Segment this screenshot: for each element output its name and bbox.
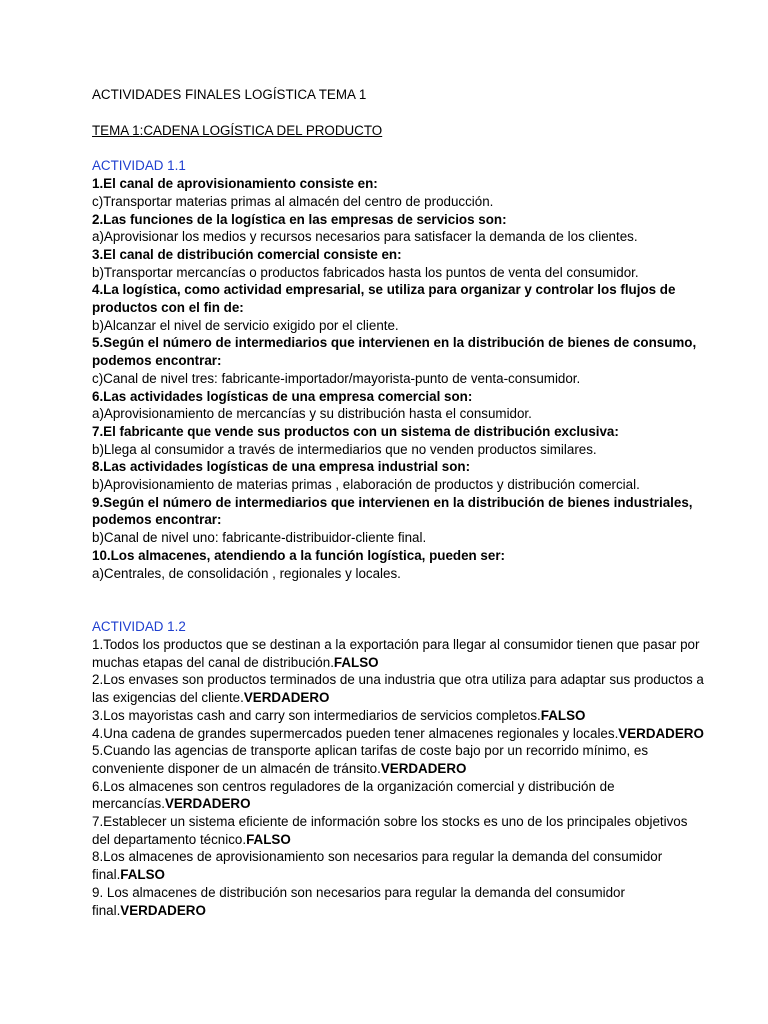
question-10: 10.Los almacenes, atendiendo a la función logística, pueden ser: xyxy=(92,547,505,563)
statement-text: 5.Cuando las agencias de transporte aplican tarifas de coste bajo por un recorrido mínimo, es conveniente disponer de un almacén de tránsito. xyxy=(92,743,649,776)
answer-7: b)Llega al consumidor a través de intermediarios que no venden productos similares. xyxy=(92,441,597,457)
document-title: ACTIVIDADES FINALES LOGÍSTICA TEMA 1 xyxy=(92,87,367,102)
verdict-label: FALSO xyxy=(120,867,165,883)
question-6: 6.Las actividades logísticas de una empresa comercial son: xyxy=(92,388,473,404)
statement-6 xyxy=(92,778,708,813)
answer-3: b)Transportar mercancías o productos fabricados hasta los puntos de venta del consumidor. xyxy=(92,264,639,280)
question-3: 3.El canal de distribución comercial consiste en: xyxy=(92,246,402,262)
activity-1-list xyxy=(92,175,708,582)
statement-text: 8.Los almacenes de aprovisionamiento son necesarios para regular la demanda del consumidor final. xyxy=(92,849,663,883)
statement-1 xyxy=(92,636,708,671)
activity-1-heading: ACTIVIDAD 1.1 xyxy=(92,158,186,174)
activity-2-heading: ACTIVIDAD 1.2 xyxy=(92,619,186,635)
statement-text: 2.Los envases son productos terminados de una industria que otra utiliza para adaptar sus productos a las exigencias del cliente. xyxy=(92,672,704,706)
statement-text: 9. Los almacenes de distribución son necesarios para regular la demanda del consumidor final. xyxy=(92,884,625,918)
statement-5 xyxy=(92,742,708,777)
verdict-label: VERDADERO xyxy=(164,796,251,812)
answer-10: a)Centrales, de consolidación , regionales y locales. xyxy=(92,565,401,581)
question-1: 1.El canal de aprovisionamiento consiste en: xyxy=(92,176,378,192)
activity-2-list xyxy=(92,636,708,919)
answer-1: c)Transportar materias primas al almacén del centro de producción. xyxy=(92,193,494,209)
statement-text: 7.Establecer un sistema eficiente de información sobre los stocks es uno de los principales objetivos del departamento técnico. xyxy=(92,814,688,847)
answer-5: c)Canal de nivel tres: fabricante-importador/mayorista-punto de venta-consumidor. xyxy=(92,370,581,386)
statement-4 xyxy=(92,725,708,743)
question-2: 2.Las funciones de la logística en las empresas de servicios son: xyxy=(92,211,507,227)
statement-text: 4.Una cadena de grandes supermercados pueden tener almacenes regionales y locales. xyxy=(92,725,619,741)
statement-text: 1.Todos los productos que se destinan a la exportación para llegar al consumidor tienen que pasar por muchas etapas del canal de distribución. xyxy=(92,636,700,670)
verdict-label: FALSO xyxy=(333,654,379,670)
question-4: 4.La logística, como actividad empresarial, se utiliza para organizar y controlar los flujos de productos con el fin de: xyxy=(92,282,676,316)
answer-6: a)Aprovisionamiento de mercancías y su distribución hasta el consumidor. xyxy=(92,406,532,422)
verdict-label: VERDADERO xyxy=(618,725,704,741)
question-5: 5.Según el número de intermediarios que intervienen en la distribución de bienes de consumo, podemos encontrar: xyxy=(92,335,697,369)
statement-9 xyxy=(92,884,708,919)
answer-2: a)Aprovisionar los medios y recursos necesarios para satisfacer la demanda de los clientes. xyxy=(92,229,638,245)
answer-8: b)Aprovisionamiento de materias primas , elaboración de productos y distribución comercial. xyxy=(92,477,640,493)
verdict-label: VERDADERO xyxy=(380,760,467,776)
verdict-label: FALSO xyxy=(246,831,291,847)
answer-4: b)Alcanzar el nivel de servicio exigido por el cliente. xyxy=(92,317,399,333)
statement-3 xyxy=(92,707,708,725)
statement-8 xyxy=(92,848,708,883)
question-7: 7.El fabricante que vende sus productos con un sistema de distribución exclusiva: xyxy=(92,423,619,439)
answer-9: b)Canal de nivel uno: fabricante-distribuidor-cliente final. xyxy=(92,530,427,546)
statement-text: 3.Los mayoristas cash and carry son intermediarios de servicios completos. xyxy=(92,707,541,723)
question-9: 9.Según el número de intermediarios que intervienen en la distribución de bienes industriales, podemos encontrar: xyxy=(92,494,693,528)
question-8: 8.Las actividades logísticas de una empresa industrial son: xyxy=(92,459,471,475)
statement-2 xyxy=(92,671,708,706)
verdict-label: FALSO xyxy=(540,707,586,723)
verdict-label: VERDADERO xyxy=(243,690,330,706)
document-subtitle: TEMA 1:CADENA LOGÍSTICA DEL PRODUCTO xyxy=(92,122,383,138)
statement-7 xyxy=(92,813,708,848)
verdict-label: VERDADERO xyxy=(120,902,206,918)
statement-text: 6.Los almacenes son centros reguladores de la organización comercial y distribución de mercancías. xyxy=(92,778,615,812)
